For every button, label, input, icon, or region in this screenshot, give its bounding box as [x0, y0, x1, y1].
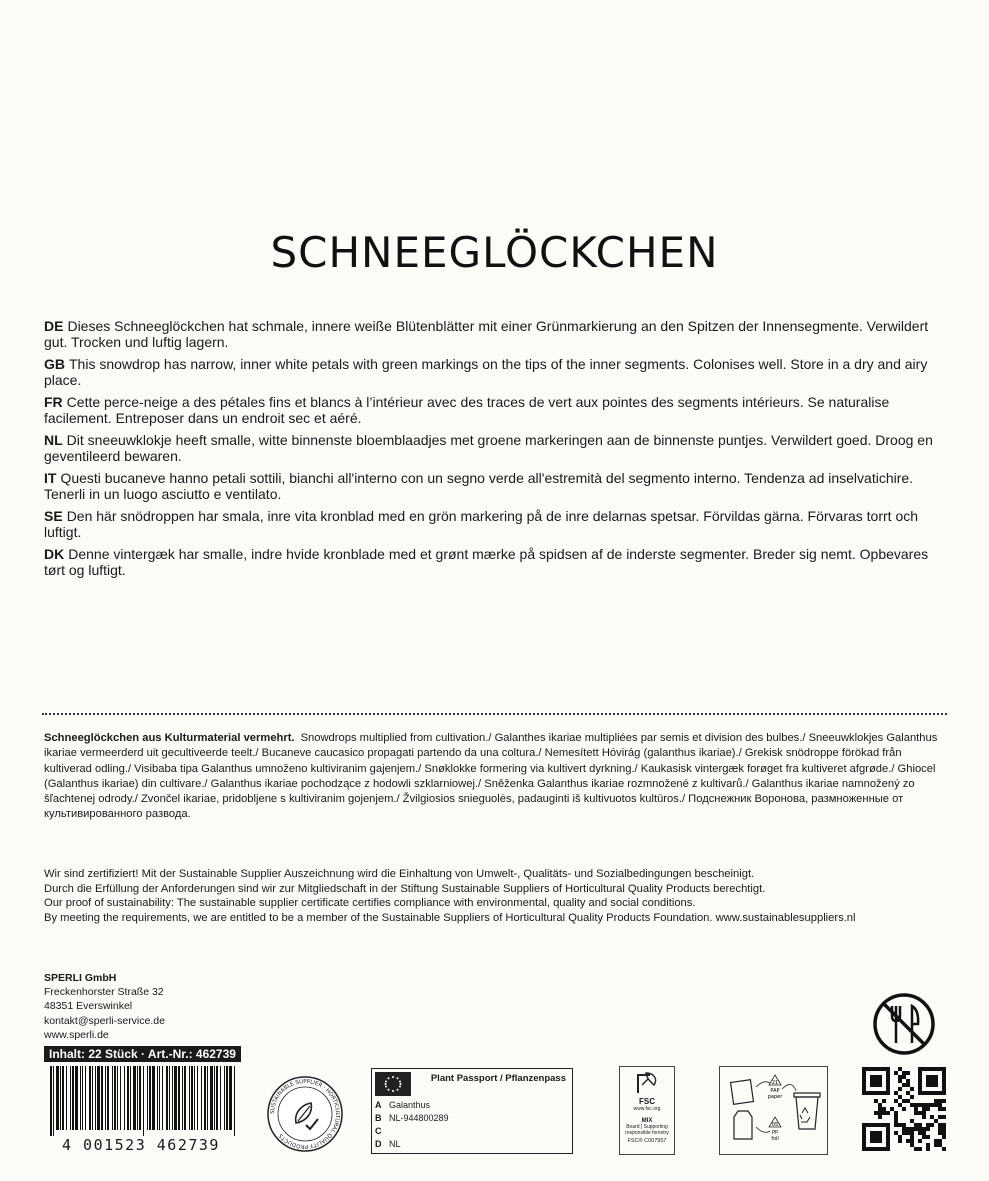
- qr-code-icon: [862, 1067, 946, 1151]
- description-se: SE Den här snödroppen har smala, inre vita kronblad med en grön markering på de inre delarnas spetsar. Förvildas gärna. Förvaras torrt och luftigt.: [44, 508, 919, 540]
- recycling-label: [719, 1066, 828, 1155]
- fsc-tree-icon: [620, 1067, 674, 1097]
- description-nl: NL Dit sneeuwklokje heeft smalle, witte binnenste bloemblaadjes met groene markeringen aan de binnenste puntjes. Verwildert goed. Droog en geventileerd bewaren.: [44, 432, 933, 464]
- barcode-icon: [48, 1066, 238, 1136]
- passport-row-c: C: [375, 1126, 382, 1136]
- description-de: DE Dieses Schneeglöckchen hat schmale, innere weiße Blütenblätter mit einer Grünmarkierung an den Spitzen der Innensegmente. Verwildert gut. Trocken und luftig lagern.: [44, 318, 929, 350]
- description-it: IT Questi bucaneve hanno petali sottili, bianchi all'interno con un segno verde all'estremità del segmento interno. Tendenza ad inselvatichire. Tenerli in un luogo asciutto e ventilato.: [44, 470, 914, 502]
- svg-text:PAP: PAP: [770, 1088, 780, 1094]
- svg-text:paper: paper: [767, 1094, 783, 1100]
- svg-text:05: 05: [771, 1122, 779, 1128]
- passport-title: Plant Passport / Pflanzenpass: [430, 1073, 566, 1084]
- dotted-divider: [42, 713, 947, 715]
- passport-row-a: A Galanthus: [375, 1100, 431, 1110]
- sustainable-supplier-seal-icon: [266, 1075, 344, 1153]
- description-gb: GB This snowdrop has narrow, inner white petals with green markings on the tips of the inner segments. Colonises well. Store in a dry and airy place.: [44, 356, 928, 388]
- description-list: [44, 318, 949, 584]
- description-dk: DK Denne vintergæk har smalle, indre hvide kronblade med et grønt mærke på spidsen af de inderste segmenter. Breder sig nemt. Opbevares tørt og luftigt.: [44, 546, 929, 578]
- company-city: 48351 Everswinkel: [44, 1000, 133, 1013]
- passport-row-d: D NL: [375, 1139, 401, 1149]
- company-email: kontakt@sperli-service.de: [44, 1014, 165, 1027]
- company-website: www.sperli.de: [44, 1028, 109, 1041]
- company-name: SPERLI GmbH: [44, 972, 117, 984]
- description-fr: FR Cette perce-neige a des pétales fins et blancs à l’intérieur avec des traces de vert aux pointes des segments intérieurs. Se naturalise facilement. Entreposer dans un endroit sec et aéré.: [44, 394, 890, 426]
- fsc-label: FSC www.fsc.org MIX Board | Supporting responsible forestry FSC® C007957: [619, 1066, 675, 1155]
- svg-text:21: 21: [771, 1080, 779, 1086]
- cultivation-heading: Schneeglöckchen aus Kulturmaterial vermehrt.: [44, 732, 295, 744]
- barcode-number: 4 001523 462739: [62, 1136, 220, 1154]
- cultivation-text: Snowdrops multiplied from cultivation./ Galanthes ikariae multipliées par semis et division des bulbes./ Sneeuwklokjes Galanthus ikariae vermeerderd uit gecultiveerde teelt./ Bucaneve caucasico propagati partendo da una coltura./ Nemesített Hóvirág (galanthus ikariae)./ Grekisk snödroppe förökad från kultiverad odling./ Visibaba tipa Galanthus umnoženo kultiviranim gajenjem./ Snøklokke formering via kultivert dyrkning./ Kaukasisk vintergæk forøget fra kultiveret afgrøde./ Ghiocel (Galanthus ikariae) din cultivare./ Galanthus ikariae pochodzące z hodowli szklarniowej./ Sněženka Galanthus ikariae rozmnožené z kultivarů./ Galanthus ikariae namnožený zo šľachtenej odrody./ Zvončel ikariae, pridobljene s kultiviranim gojenjem./ Žvilgiosios snieguolės, padauginti iš kultivuotos kultūros./ Подснежник Воронова, размноженные от культивированного развода.: [44, 732, 938, 821]
- eu-flag-icon: [375, 1072, 411, 1096]
- passport-row-b: B NL-944800289: [375, 1113, 449, 1123]
- company-address: [44, 971, 165, 1042]
- svg-text:SUSTAINABLE SUPPLIER · HORTICU: SUSTAINABLE SUPPLIER · HORTICULTURAL QUALITY PRODUCTS: [269, 1078, 341, 1150]
- cultivation-note: [44, 731, 949, 823]
- certification-text: Wir sind zertifiziert! Mit der Sustainable Supplier Auszeichnung wird die Einhaltung von Umwelt-, Qualitäts- und Sozialbedingungen bescheinigt. Durch die Erfüllung der Anforderungen sind wir zur Mitgliedschaft in der Stiftung Sustainable Suppliers of Horticultural Quality Products berechtigt. Our proof of sustainability: The sustainable supplier certificate certifies compliance with environmental, quality and social conditions. By meeting the requirements, we are entitled to be a member of the Sustainable Suppliers of Horticultural Quality Products Foundation. www.sustainablesuppliers.nl: [44, 868, 856, 924]
- svg-text:foil: foil: [771, 1136, 779, 1142]
- page-title: SCHNEEGLÖCKCHEN: [270, 228, 719, 277]
- plant-passport: [371, 1068, 573, 1154]
- recycling-icon: [720, 1067, 827, 1154]
- content-article-badge: Inhalt: 22 Stück · Art.-Nr.: 462739: [44, 1046, 241, 1062]
- company-street: Freckenhorster Straße 32: [44, 986, 164, 999]
- no-food-contact-icon: [872, 992, 936, 1056]
- svg-text:PP: PP: [771, 1130, 779, 1136]
